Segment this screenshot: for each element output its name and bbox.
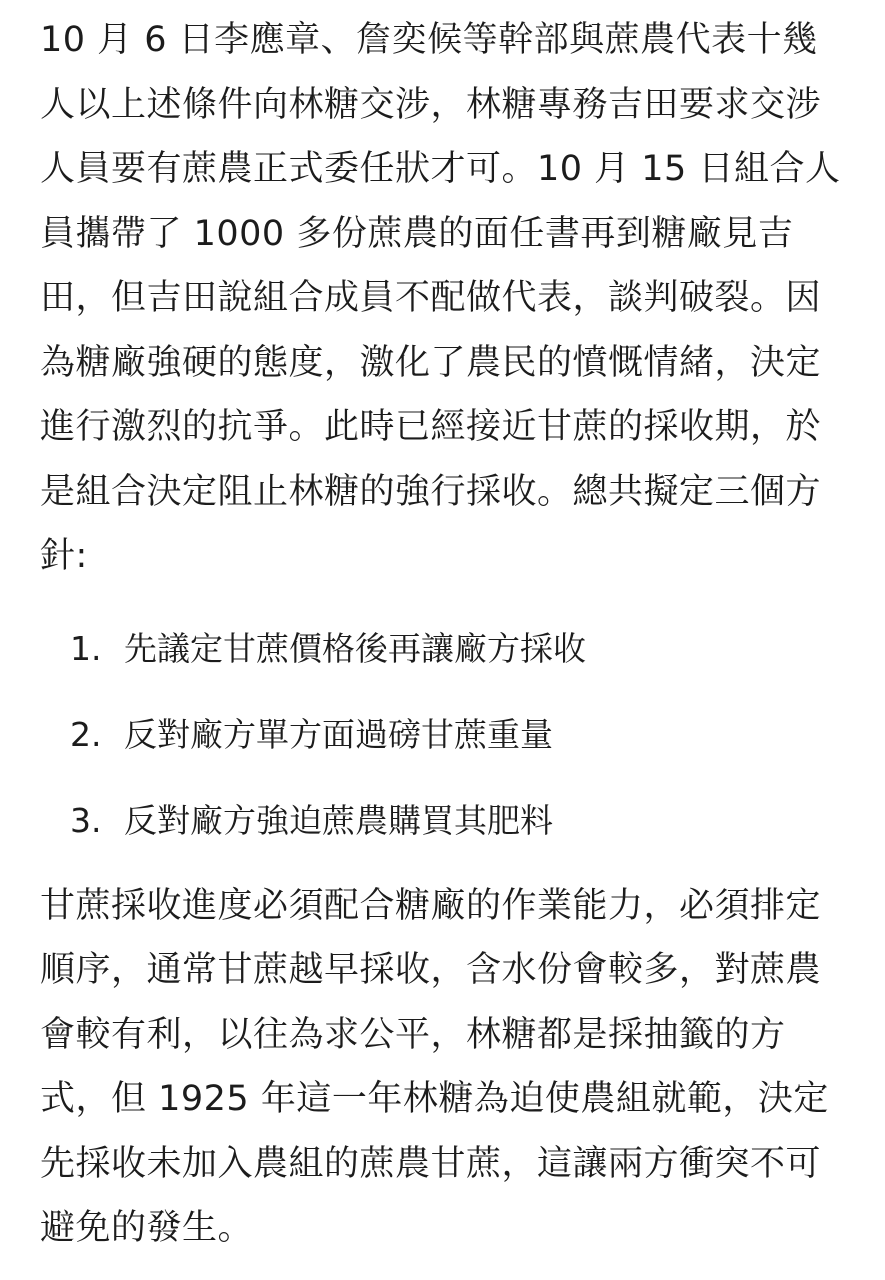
policy-list	[40, 627, 852, 843]
list-item	[40, 713, 852, 757]
list-item-number: 1.	[70, 628, 102, 668]
article	[40, 0, 852, 1261]
paragraph: 10 月 6 日李應章、詹奕候等幹部與蔗農代表十幾人以上述條件向林糖交涉，林糖專務吉田要求交涉人員要有蔗農正式委任狀才可。10 月 15 日組合人員攜帶了 1000 多份蔗農的面任書再到糖廠見吉田，但吉田說組合成員不配做代表，談判破裂。因為糖廠強硬的態度，激化了農民的憤慨情緒，決定進行激烈的抗爭。此時已經接近甘蔗的採收期，於是組合決定阻止林糖的強行採收。總共擬定三個方針:	[40, 20, 841, 576]
list-item-number: 3.	[70, 800, 102, 840]
list-item-number: 2.	[70, 714, 102, 754]
paragraph: 甘蔗採收進度必須配合糖廠的作業能力，必須排定順序，通常甘蔗越早採收，含水份會較多，對蔗農會較有利，以往為求公平，林糖都是採抽籤的方式，但 1925 年這一年林糖為迫使農組就範，決定先採收未加入農組的蔗農甘蔗，這讓兩方衝突不可避免的發生。	[40, 885, 829, 1248]
list-item-text: 反對廠方強迫蔗農購買其肥料	[124, 800, 553, 840]
list-item-text: 反對廠方單方面過磅甘蔗重量	[124, 714, 553, 754]
list-item	[40, 799, 852, 843]
list-item-text: 先議定甘蔗價格後再讓廠方採收	[124, 628, 586, 668]
list-item	[40, 627, 852, 671]
